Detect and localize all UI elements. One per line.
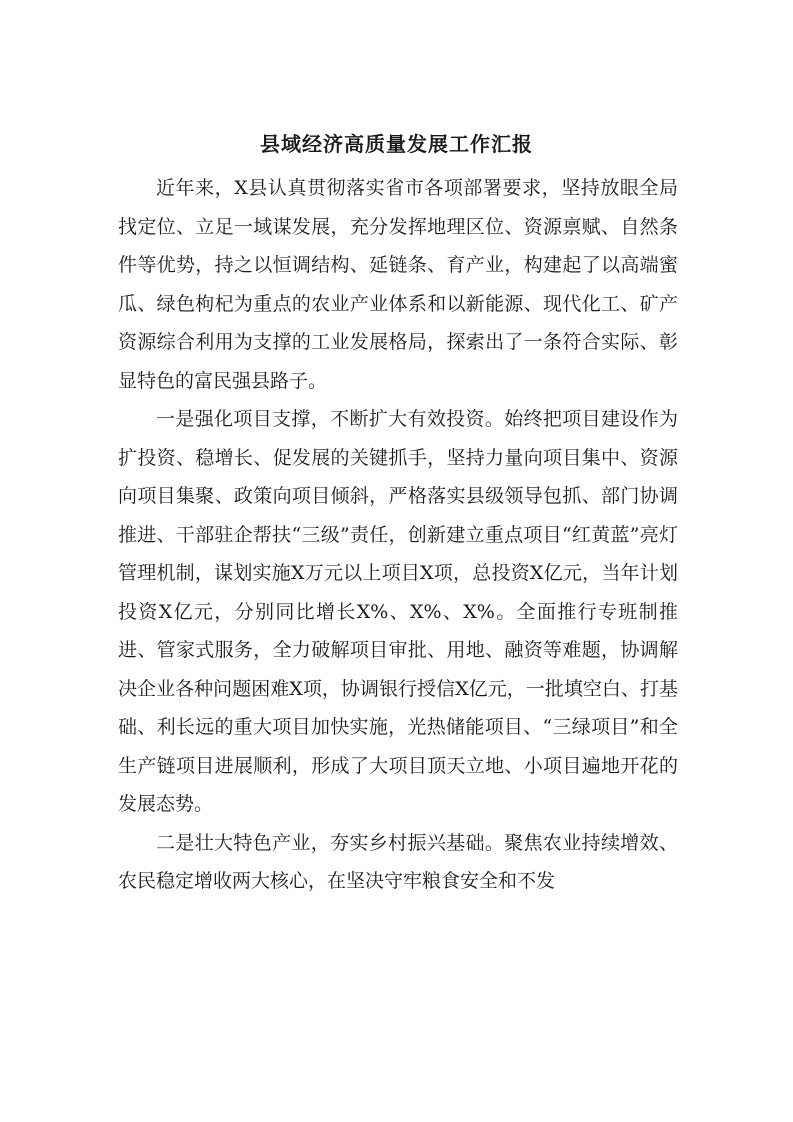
paragraph-intro: 近年来，X县认真贯彻落实省市各项部署要求，坚持放眼全局找定位、立足一域谋发展，充分发挥地理区位、资源禀赋、自然条件等优势，持之以恒调结构、延链条、育产业，构建起了以高端蜜瓜、绿色枸杞为重点的农业产业体系和以新能源、现代化工、矿产资源综合利用为支撑的工业发展格局，探索出了一条符合实际、彰显特色的富民强县路子。 <box>118 177 678 392</box>
paragraph-industry: 二是壮大特色产业，夯实乡村振兴基础。聚焦农业持续增效、农民稳定增收两大核心，在坚决守牢粮食安全和不发 <box>118 831 678 892</box>
document-body <box>118 169 678 901</box>
paragraph-projects: 一是强化项目支撑，不断扩大有效投资。始终把项目建设作为扩投资、稳增长、促发展的关键抓手，坚持力量向项目集中、资源向项目集聚、政策向项目倾斜，严格落实县级领导包抓、部门协调推进、干部驻企帮扶“三级”责任，创新建立重点项目“红黄蓝”亮灯管理机制，谋划实施X万元以上项目X项，总投资X亿元，当年计划投资X亿元，分别同比增长X%、X%、X%。全面推行专班制推进、管家式服务，全力破解项目审批、用地、融资等难题，协调解决企业各种问题困难X项，协调银行授信X亿元，一批填空白、打基础、利长远的重大项目加快实施，光热储能项目、“三绿项目”和全生产链项目进展顺利，形成了大项目顶天立地、小项目遍地开花的发展态势。 <box>118 408 678 815</box>
document-title: 县域经济高质量发展工作汇报 <box>260 132 533 156</box>
